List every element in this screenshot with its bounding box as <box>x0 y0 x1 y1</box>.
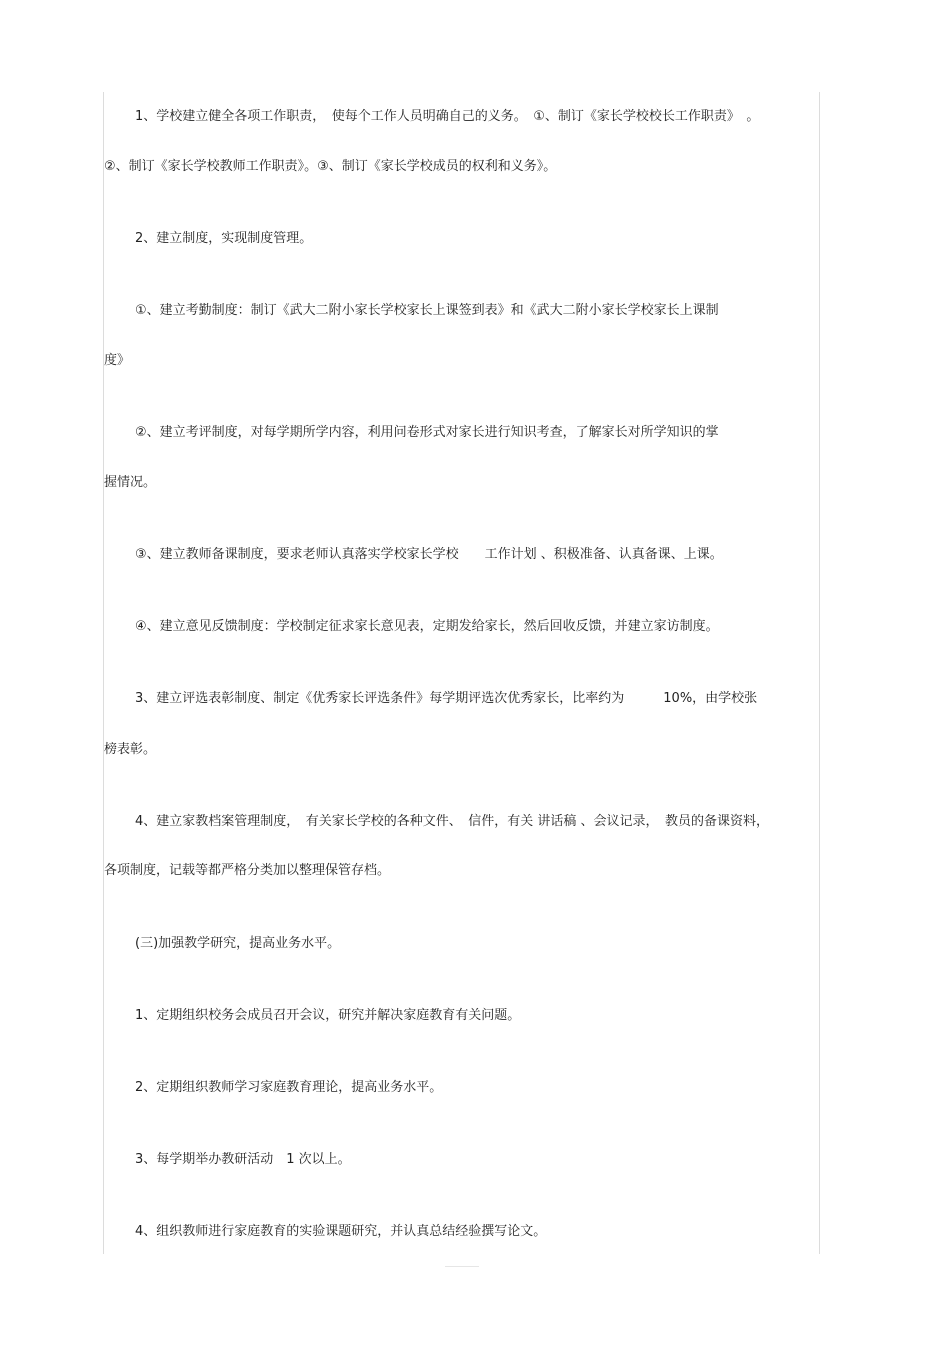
text-line: 3、建立评选表彰制度、制定《优秀家长评选条件》每学期评选次优秀家长，比率约为 10%，由学校张 <box>135 691 758 706</box>
text-line: 2、定期组织教师学习家庭教育理论，提高业务水平。 <box>135 1080 443 1095</box>
text-line: 2、建立制度，实现制度管理。 <box>135 231 313 246</box>
text-line: 度》 <box>104 353 131 368</box>
text-line: 3、每学期举办教研活动 1 次以上。 <box>135 1152 351 1167</box>
text-line: ④、建立意见反馈制度：学校制定征求家长意见表，定期发给家长，然后回收反馈，并建立家访制度。 <box>135 619 719 634</box>
text-line: ③、建立教师备课制度，要求老师认真落实学校家长学校 工作计划 、积极准备、认真备课、上课。 <box>135 547 723 562</box>
text-line: 各项制度，记载等都严格分类加以整理保管存档。 <box>104 863 391 878</box>
text-line: 1、定期组织校务会成员召开会议，研究并解决家庭教育有关问题。 <box>135 1008 521 1023</box>
text-line: 榜表彰。 <box>104 742 157 757</box>
text-line: 1、学校建立健全各项工作职责， 使每个工作人员明确自己的义务。 ①、制订《家长学校校长工作职责》 。 <box>135 109 760 124</box>
text-line: 4、组织教师进行家庭教育的实验课题研究，并认真总结经验撰写论文。 <box>135 1224 547 1239</box>
text-line: (三)加强教学研究，提高业务水平。 <box>135 936 341 951</box>
text-line: 握情况。 <box>104 475 157 490</box>
text-line: ②、建立考评制度，对每学期所学内容，利用问卷形式对家长进行知识考查，了解家长对所学知识的掌 <box>135 425 719 440</box>
text-line: ②、制订《家长学校教师工作职责》。③、制订《家长学校成员的权利和义务》。 <box>104 159 557 174</box>
page-bottom-mark <box>445 1266 479 1267</box>
text-line: 4、建立家教档案管理制度， 有关家长学校的各种文件、 信件，有关 讲话稿 、会议记录， 教员的备课资料， <box>135 814 770 829</box>
text-line: ①、建立考勤制度：制订《武大二附小家长学校家长上课签到表》和《武大二附小家长学校家长上课制 <box>135 303 719 318</box>
